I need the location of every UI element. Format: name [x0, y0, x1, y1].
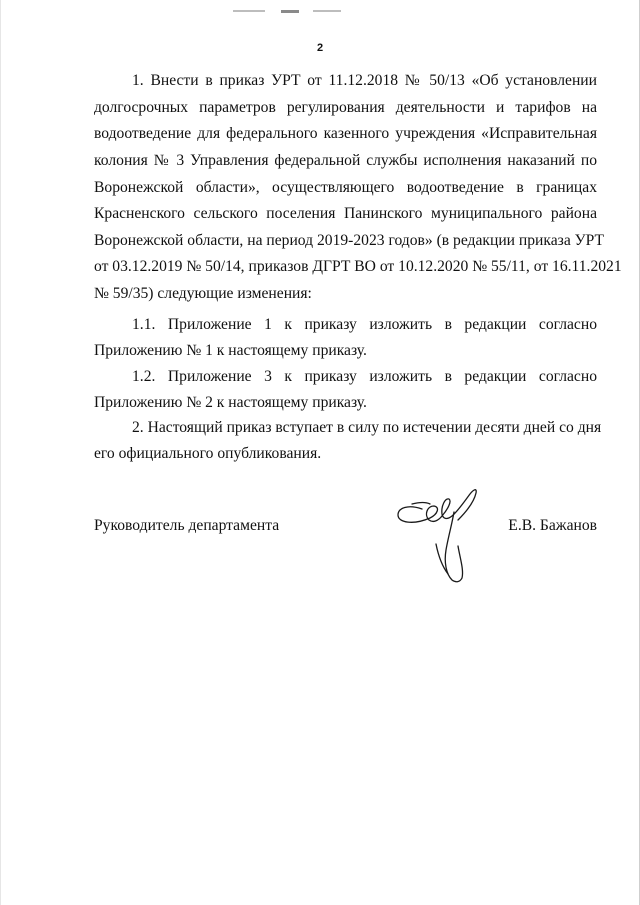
- paragraph-1-line-6: Красненского сельского поселения Панинского муниципального района: [94, 205, 597, 222]
- paragraph-1-line-8: от 03.12.2019 № 50/14, приказов ДГРТ ВО от 10.12.2020 № 55/11, от 16.11.2021: [94, 258, 622, 275]
- paragraph-1-line-3: водоотведение для федерального казенного учреждения «Исправительная: [94, 125, 597, 142]
- item-1-1-line-2: Приложению № 1 к настоящему приказу.: [94, 342, 367, 359]
- signatory-role: Руководитель департамента: [94, 517, 280, 534]
- paragraph-1-line-1: 1. Внести в приказ УРТ от 11.12.2018 № 50/13 «Об установлении: [132, 72, 597, 89]
- scan-edge-mark: [233, 0, 343, 3]
- page-number: 2: [316, 42, 324, 54]
- item-1-2-line-2: Приложению № 2 к настоящему приказу.: [94, 394, 367, 411]
- paragraph-2-line-2: его официального опубликования.: [94, 445, 322, 462]
- item-1-2-line-1: 1.2. Приложение 3 к приказу изложить в редакции согласно: [132, 368, 597, 385]
- handwritten-signature: [392, 484, 500, 588]
- paragraph-1-line-5: Воронежской области», осуществляющего водоотведение в границах: [94, 179, 597, 196]
- paragraph-1-line-7: Воронежской области, на период 2019-2023 годов» (в редакции приказа УРТ: [94, 232, 605, 249]
- paragraph-1-line-4: колония № 3 Управления федеральной службы исполнения наказаний по: [94, 152, 597, 169]
- signatory-name: Е.В. Бажанов: [508, 517, 597, 534]
- paragraph-1-line-9: № 59/35) следующие изменения:: [94, 285, 312, 302]
- scan-left-edge: [0, 0, 1, 905]
- paragraph-1-line-2: долгосрочных параметров регулирования деятельности и тарифов на: [94, 99, 597, 116]
- item-1-1-line-1: 1.1. Приложение 1 к приказу изложить в редакции согласно: [132, 316, 597, 333]
- paragraph-2-line-1: 2. Настоящий приказ вступает в силу по истечении десяти дней со дня: [132, 419, 602, 436]
